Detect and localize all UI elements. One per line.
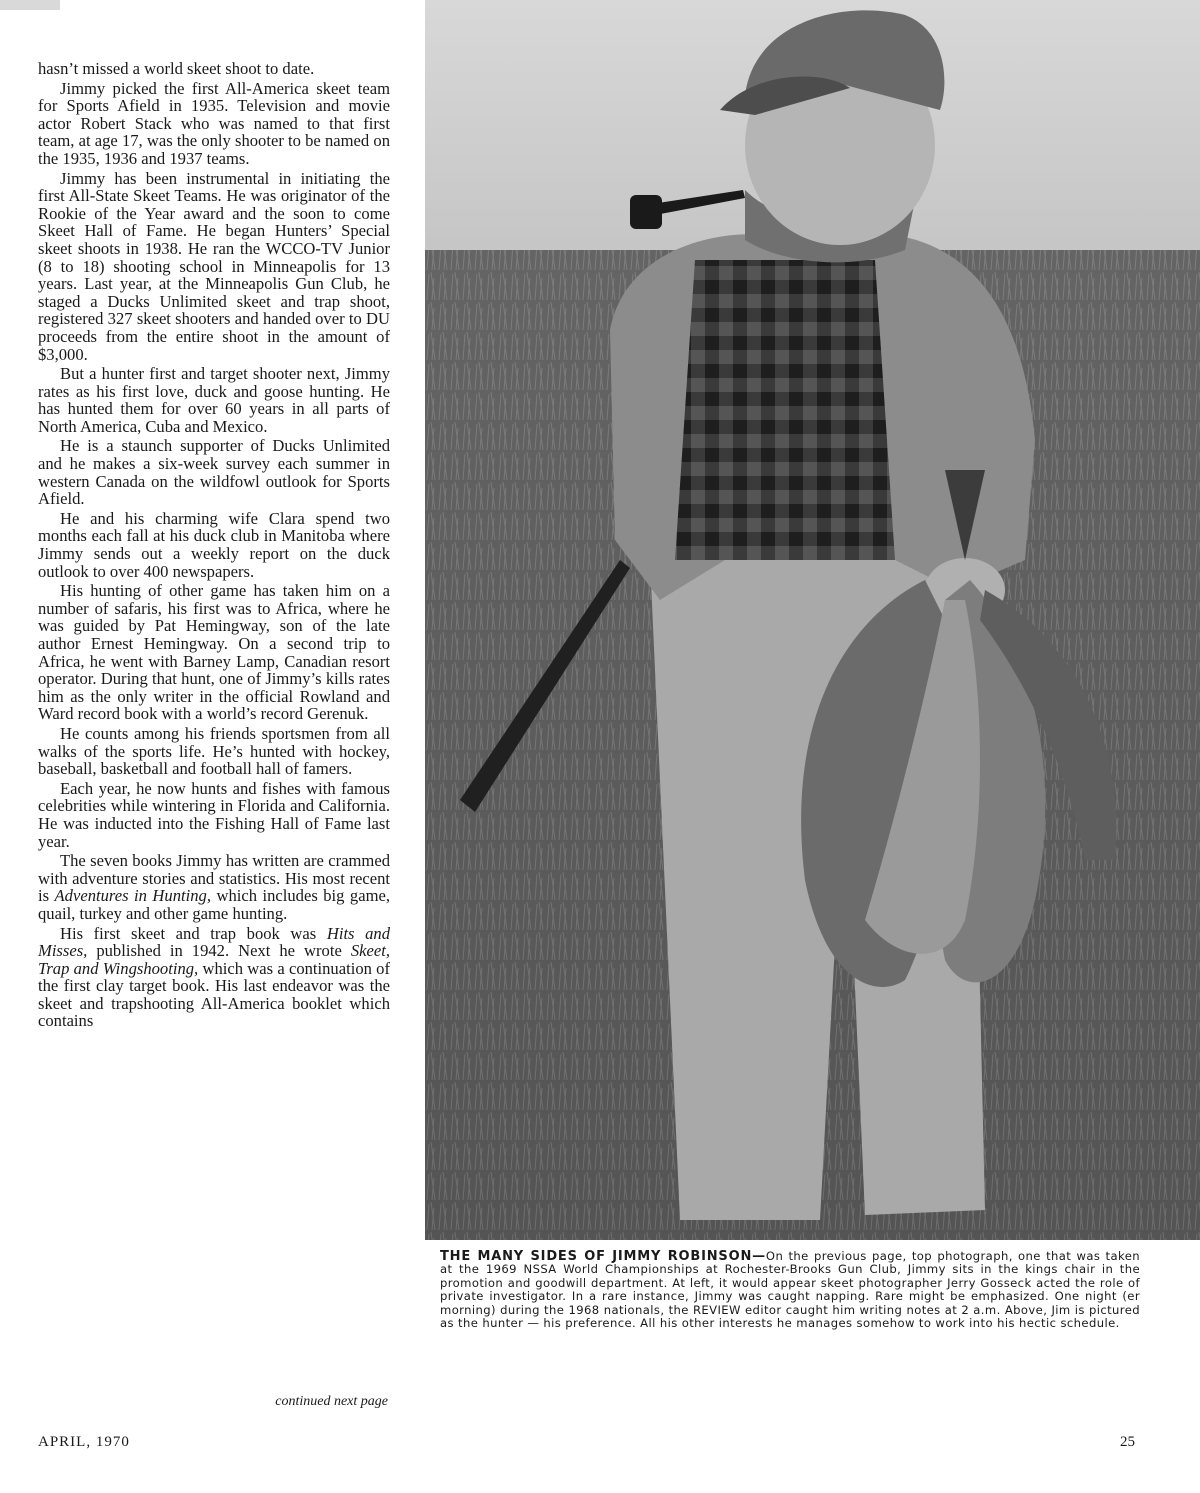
article-column (38, 60, 390, 1032)
text-run: which was a continuation of the first clay target book. His last endeavor was the skeet and trapshooting All-America booklet which contains (38, 958, 390, 1031)
article-paragraph: Each year, he now hunts and fishes with famous celebrities while wintering in Florida and California. He was inducted into the Fishing Hall of Fame last year. (38, 778, 390, 851)
plaid-shirt (675, 260, 895, 560)
text-run: which includes big game, quail, turkey and other game hunting. (38, 886, 391, 923)
text-run: His first skeet and trap book was (60, 923, 327, 943)
continued-note: continued next page (275, 1394, 388, 1409)
issue-date: APRIL, 1970 (38, 1434, 130, 1450)
article-paragraph: He counts among his friends sportsmen from all walks of the sports life. He’s hunted with hockey, baseball, basketball and football hall of famers. (38, 723, 390, 779)
article-paragraph: He and his charming wife Clara spend two months each fall at his duck club in Manitoba where Jimmy sends out a weekly report on the duck outlook to over 400 newspapers. (38, 508, 390, 581)
hunter-photo (425, 0, 1200, 1240)
caption-title: THE MANY SIDES OF JIMMY ROBINSON— (440, 1249, 766, 1264)
page-number: 25 (1120, 1434, 1135, 1450)
caption-body: On the previous page, top photograph, one that was taken at the 1969 NSSA World Championships at Rochester-Brooks Gun Club, Jimmy sits in the kings chair in the promotion and goodwill department. At left, it would appear skeet photographer Jerry Gosseck acted the role of private investigator. In a rare instance, Jimmy was caught napping. Rare might be emphasized. One night (er morning) during the 1968 nationals, the REVIEW editor caught him writing notes at 2 a.m. Above, Jim is pictured as the hunter — his preference. All his other interests he manages somehow to work into his hectic schedule. (440, 1249, 1140, 1331)
article-paragraph: But a hunter first and target shooter next, Jimmy rates as his first love, duck and goose hunting. He has hunted them for over 60 years in all parts of North America, Cuba and Mexico. (38, 364, 390, 436)
pipe-bowl (630, 195, 662, 229)
book-title: Hits and Misses, (38, 923, 390, 961)
article-paragraph: Jimmy has been instrumental in initiating the first All-State Skeet Teams. He was originator of the Rookie of the Year award and the soon to come Skeet Hall of Fame. He began Hunters’ Special skeet shoots in 1938. He ran the WCCO-TV Junior (8 to 18) shooting school in Minneapolis for 13 years. Last year, at the Minneapolis Gun Club, he staged a Ducks Unlimited skeet and trap shoot, registered 327 skeet shooters and handed over to DU proceeds from the entire shoot in the amount of $3,000. (38, 168, 390, 364)
scan-edge-mark (0, 0, 60, 10)
text-run: published in 1942. Next he wrote (87, 941, 351, 961)
article-paragraph: His hunting of other game has taken him on a number of safaris, his first was to Africa, where he was guided by Pat Hemingway, son of the late author Ernest Hemingway. On a second trip to Africa, he went with Barney Lamp, Canadian resort operator. During that hunt, one of Jimmy’s kills rates him as the only writer in the official Rowland and Ward record book with a world’s record Gerenuk. (38, 581, 390, 724)
article-paragraph: Jimmy picked the first All-America skeet team for Sports Afield in 1935. Television and movie actor Robert Stack who was named to that first team, at age 17, was the only shooter to be named on the 1935, 1936 and 1937 teams. (38, 78, 390, 168)
photo-caption (440, 1250, 1140, 1330)
article-paragraph: hasn’t missed a world skeet shoot to date. (38, 59, 315, 78)
article-paragraph (38, 925, 390, 1031)
article-paragraph: He is a staunch supporter of Ducks Unlimited and he makes a six-week survey each summer in western Canada on the wildfowl outlook for Sports Afield. (38, 436, 390, 509)
article-paragraph (38, 852, 390, 922)
book-title: Skeet, Trap and Wingshooting, (38, 941, 390, 978)
hunter-illustration (425, 0, 1200, 1240)
book-title: Adventures in Hunting, (54, 886, 211, 906)
text-run: The seven books Jimmy has written are crammed with adventure stories and statistics. His most recent is (38, 851, 390, 906)
